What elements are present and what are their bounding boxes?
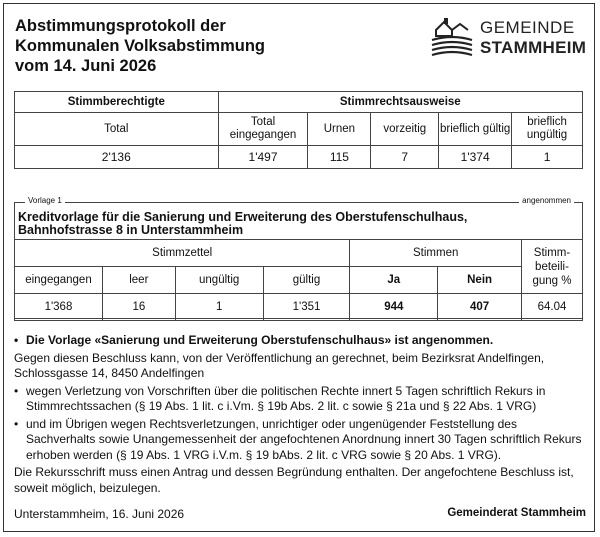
column-header: Total eingegangen — [218, 113, 308, 146]
column-header: eingegangen — [15, 267, 103, 294]
header-stimmbeteiligung — [522, 240, 583, 294]
title-line: Kommunalen Volksabstimmung — [15, 37, 265, 55]
village-emblem-icon — [430, 14, 474, 58]
vorlage-title-line: Kreditvorlage für die Sanierung und Erweiterung des Oberstufenschulhaus, — [18, 210, 468, 224]
table-cell-beteiligung: 64.04 — [522, 294, 583, 321]
bullet-item: • und im Übrigen wegen Rechtsverletzungen, unrichtiger oder ungenügender Feststellung des Sachverhalts sowie Unangemessenheit der angefochtenen Anordnung innert 30 Tagen schriftlich Rekurs erhoben werden (§ 19 Abs. 1 VRG i.V.m. § 19 bAbs. 2 lit. c VRG sowie § 20 Abs. 1 VRG). — [14, 417, 586, 464]
header-stimmzettel: Stimmzettel — [15, 240, 350, 267]
table-cell: 2'136 — [15, 146, 219, 169]
logo-text-top: GEMEINDE — [480, 18, 575, 37]
table-cell: 1 — [175, 294, 263, 321]
column-header-ja: Ja — [350, 267, 438, 294]
municipality-logo — [430, 14, 590, 62]
column-header: Total — [15, 113, 219, 146]
column-header: Urnen — [308, 113, 371, 146]
table-cell: 1'351 — [263, 294, 350, 321]
column-header: brieflich ungültig — [512, 113, 583, 146]
table-cell-nein: 407 — [438, 294, 522, 321]
place-date: Unterstammheim, 16. Juni 2026 — [14, 507, 185, 521]
stimmbeteiligung-label: Stimm-beteili-gung % — [532, 246, 572, 287]
table-cell: 16 — [102, 294, 175, 321]
vorlage-label: Vorlage 1 — [25, 196, 65, 205]
column-header: gültig — [263, 267, 350, 294]
bullet-item: • wegen Verletzung von Vorschriften über die politischen Rechte innert 5 Tagen schriftlich Rekurs in Stimmrechtssachen (§ 19 Abs. 1 lit. c i.Vm. § 19b Abs. 2 lit. c sowie § 21a und § 22 Abs. 1 VRG) — [14, 384, 586, 415]
table-cell: 1'497 — [218, 146, 308, 169]
table-cell: 1'374 — [439, 146, 512, 169]
table-cell: 1'368 — [15, 294, 103, 321]
table-cell: 115 — [308, 146, 371, 169]
column-header: vorzeitig — [371, 113, 439, 146]
column-header: ungültig — [175, 267, 263, 294]
eligibility-table — [14, 91, 583, 169]
logo-text-bottom: STAMMHEIM — [480, 38, 587, 57]
table-cell: 7 — [371, 146, 439, 169]
header-stimmen: Stimmen — [350, 240, 522, 267]
result-statement: • Die Vorlage «Sanierung und Erweiterung Oberstufenschulhaus» ist angenommen. — [14, 333, 586, 349]
closing-paragraph: Die Rekursschrift muss einen Antrag und dessen Begründung enthalten. Der angefochtene Beschluss ist, soweit möglich, beizulegen. — [14, 465, 574, 495]
column-header-nein: Nein — [438, 267, 522, 294]
column-header: brieflich gültig — [439, 113, 512, 146]
status-badge: angenommen — [519, 196, 574, 205]
header-stimmrechtsausweise: Stimmrechtsausweise — [218, 92, 582, 113]
legal-text — [14, 333, 586, 498]
vorlage-title-line: Bahnhofstrasse 8 in Unterstammheim — [18, 223, 244, 237]
title-line: Abstimmungsprotokoll der — [15, 17, 226, 35]
vote-results-table — [14, 239, 583, 321]
title-line: vom 14. Juni 2026 — [15, 57, 157, 75]
page-title — [15, 16, 265, 76]
column-header: leer — [102, 267, 175, 294]
table-cell: 1 — [512, 146, 583, 169]
signature: Gemeinderat Stammheim — [447, 507, 586, 519]
vorlage-title — [18, 211, 467, 237]
table-cell-ja: 944 — [350, 294, 438, 321]
intro-paragraph: Gegen diesen Beschluss kann, von der Veröffentlichung an gerechnet, beim Bezirksrat Andelfingen, Schlossgasse 14, 8450 Andelfingen — [14, 350, 545, 380]
vorlage-box — [14, 196, 583, 319]
header-stimmberechtigte: Stimmberechtigte — [15, 92, 219, 113]
